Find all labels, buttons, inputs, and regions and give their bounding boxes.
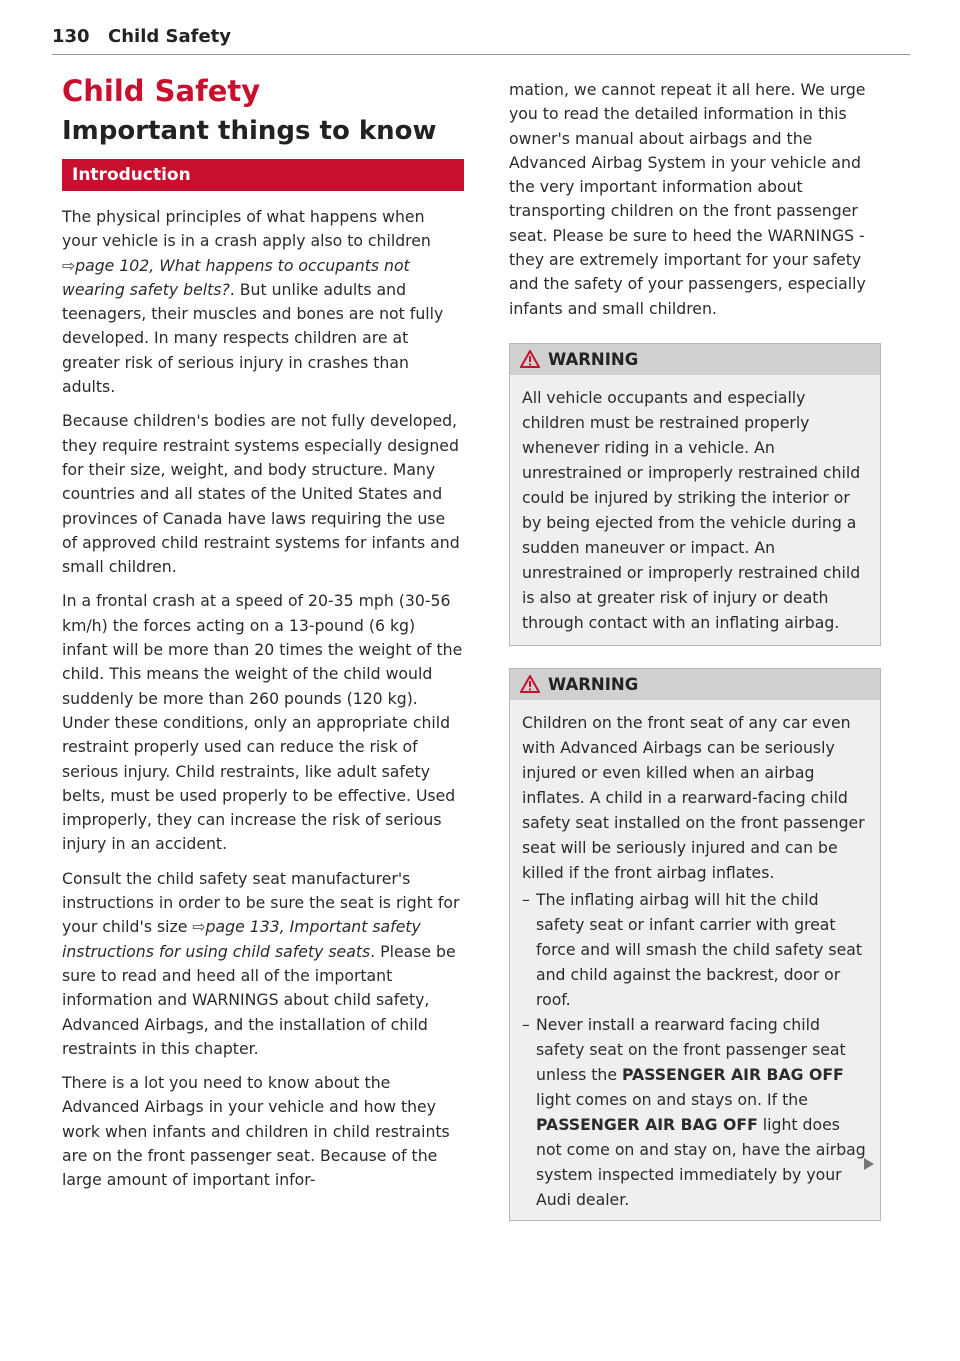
chapter-title: Child Safety (62, 74, 261, 108)
warning-box (509, 343, 881, 646)
running-head-title: Child Safety (108, 26, 232, 47)
right-column (509, 78, 881, 1221)
warning-label: WARNING (548, 674, 639, 694)
list-item: – The inflating airbag will hit the child safety seat or infant carrier with great force and will smash the child safety seat and child against the backrest, door or roof. (522, 889, 862, 1009)
warning-text: Children on the front seat of any car even with Advanced Airbags can be seriously injured or even killed when an airbag inflates. A child in a rearward-facing child safety seat installed on the front passenger seat will be seriously injured and can be killed if the front airbag inflates. (522, 712, 865, 882)
running-head (52, 26, 910, 55)
warning-label: WARNING (548, 349, 639, 369)
warning-text: All vehicle occupants and especially children must be restrained properly whenever riding in a vehicle. An unrestrained or improperly restrained child could be injured by striking the interior or by being ejected from the vehicle during a sudden maneuver or impact. An unrestrained or improperly restrained child is also at greater risk of injury or death through contact with an inflating airbag. (522, 387, 861, 632)
introduction-heading: Introduction (62, 159, 464, 191)
paragraph: mation, we cannot repeat it all here. We urge you to read the detailed information in this owner's manual about airbags and the Advanced Airbag System in your vehicle and the very important information about transporting children on the front passenger seat. Please be sure to heed the WARNINGS - they are extremely important for your safety and the safety of your passengers, especially infants and small children. (509, 80, 866, 318)
warning-header (510, 344, 880, 375)
xref-arrow-icon: ⇨ (62, 255, 76, 275)
section-title: Important things to know (62, 116, 437, 146)
paragraph: There is a lot you need to know about the Advanced Airbags in your vehicle and how they work when infants and children in child restraints are on the front passenger seat. Because of the large amount of important infor- (62, 1073, 450, 1190)
paragraph: Consult the child safety seat manufacturer's instructions in order to be sure the seat is right for your child's size ⇨page 133, Important safety instructions for using child safety seats. Please be sure to read and heed all of the important information and WARNINGS about child safety, Advanced Airbags, and the installation of child restraints in this chapter. (62, 868, 460, 1058)
warning-header (510, 669, 880, 700)
left-column (62, 74, 464, 1203)
cross-reference-link[interactable]: page 102, What happens to occupants not wearing safety belts? (62, 255, 410, 299)
indicator-name: PASSENGER AIR BAG OFF (536, 1114, 758, 1134)
paragraph: In a frontal crash at a speed of 20-35 mph (30-56 km/h) the forces acting on a 13-pound (6 kg) infant will be more than 20 times the weight of the child. This means the weight of the child would suddenly be more than 260 pounds (120 kg). Under these conditions, only an appropriate child restraint properly used can reduce the risk of serious injury. Child restraints, like adult safety belts, must be used properly to be effective. Used improperly, they can increase the risk of serious injury in an accident. (62, 591, 463, 854)
warning-box (509, 668, 881, 1221)
xref-arrow-icon: ⇨ (192, 917, 206, 937)
continue-arrow-icon (864, 1158, 874, 1170)
warning-list (522, 887, 868, 1212)
cross-reference-link[interactable]: page 133, Important safety instructions for using child safety seats (62, 917, 421, 961)
indicator-name: PASSENGER AIR BAG OFF (621, 1064, 844, 1084)
paragraph: The physical principles of what happens when your vehicle is in a crash apply also to children ⇨page 102, What happens to occupants not wearing safety belts?. But unlike adults and teenagers, their muscles and bones are not fully developed. In many respects children are at greater risk of serious injury in crashes than adults. (62, 207, 444, 397)
warning-triangle-icon (520, 675, 540, 693)
warning-triangle-icon (520, 350, 540, 368)
page-number: 130 (52, 26, 90, 47)
list-item: – Never install a rearward facing child safety seat on the front passenger seat unless the PASSENGER AIR BAG OFF light comes on and stays on. If the PASSENGER AIR BAG OFF light does not come on and stay on, have the airbag system inspected immediately by your Audi dealer. (522, 1014, 866, 1209)
paragraph: Because children's bodies are not fully developed, they require restraint systems especially designed for their size, weight, and body structure. Many countries and all states of the United States and provinces of Canada have laws requiring the use of approved child restraint systems for infants and small children. (62, 411, 460, 577)
